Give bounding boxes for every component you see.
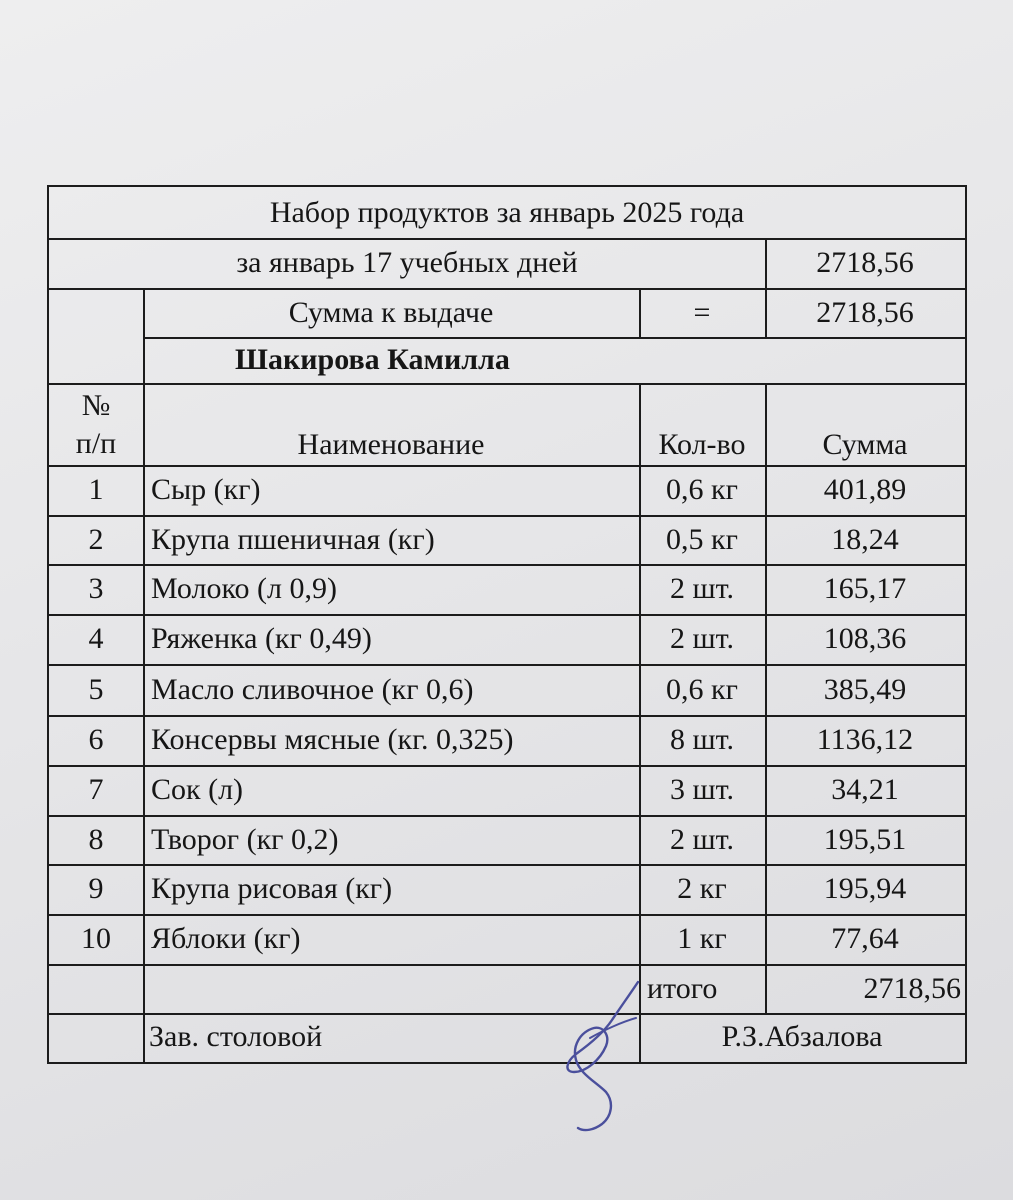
row-quantity: 1 кг bbox=[677, 922, 727, 955]
row-quantity: 2 шт. bbox=[670, 822, 734, 856]
total-label: итого bbox=[647, 971, 718, 1005]
payout-label: Сумма к выдаче bbox=[288, 295, 494, 329]
row-name: Сок (л) bbox=[151, 773, 244, 806]
row-quantity: 2 шт. bbox=[670, 572, 734, 605]
header-number-symbol: № bbox=[81, 389, 111, 422]
row-sum: 77,64 bbox=[831, 922, 899, 955]
row-name: Консервы мясные (кг. 0,325) bbox=[151, 723, 514, 756]
total-amount: 2718,56 bbox=[863, 971, 961, 1005]
header-quantity: Кол-во bbox=[658, 428, 746, 461]
row-name: Ряженка (кг 0,49) bbox=[151, 622, 372, 655]
row-quantity: 3 шт. bbox=[670, 773, 734, 806]
row-number: 7 bbox=[88, 773, 104, 806]
row-name: Творог (кг 0,2) bbox=[151, 822, 339, 856]
document-title: Набор продуктов за январь 2025 года bbox=[269, 195, 745, 229]
signatory-name: Р.З.Абзалова bbox=[721, 1020, 883, 1053]
position-label: Зав. столовой bbox=[149, 1020, 323, 1053]
row-sum: 165,17 bbox=[823, 572, 907, 605]
row-quantity: 0,6 кг bbox=[666, 672, 738, 706]
row-sum: 34,21 bbox=[831, 773, 899, 806]
row-name: Крупа пшеничная (кг) bbox=[151, 522, 435, 556]
header-sum: Сумма bbox=[822, 428, 908, 461]
row-number: 2 bbox=[88, 522, 104, 556]
row-sum: 195,94 bbox=[823, 872, 907, 905]
row-number: 9 bbox=[88, 872, 104, 905]
row-name: Крупа рисовая (кг) bbox=[151, 872, 393, 905]
recipient-name: Шакирова Камилла bbox=[235, 343, 510, 376]
row-number: 3 bbox=[88, 572, 104, 605]
product-set-table bbox=[47, 185, 967, 1064]
period-label: за январь 17 учебных дней bbox=[236, 246, 578, 279]
payout-equals: = bbox=[693, 295, 711, 329]
row-sum: 385,49 bbox=[823, 672, 907, 706]
row-number: 6 bbox=[88, 723, 104, 756]
row-name: Масло сливочное (кг 0,6) bbox=[151, 672, 474, 706]
row-sum: 401,89 bbox=[823, 473, 907, 506]
header-number-abbrev: п/п bbox=[75, 427, 117, 460]
row-number: 10 bbox=[81, 922, 111, 955]
row-quantity: 0,6 кг bbox=[666, 473, 738, 506]
row-sum: 195,51 bbox=[823, 822, 907, 856]
row-name: Сыр (кг) bbox=[151, 473, 261, 506]
period-amount: 2718,56 bbox=[816, 246, 914, 279]
header-name: Наименование bbox=[297, 428, 485, 461]
row-quantity: 2 шт. bbox=[670, 622, 734, 655]
handwritten-signature bbox=[560, 980, 650, 1140]
row-name: Яблоки (кг) bbox=[151, 922, 301, 955]
row-number: 5 bbox=[88, 672, 104, 706]
row-number: 1 bbox=[88, 473, 104, 506]
row-divider bbox=[49, 383, 965, 385]
row-sum: 1136,12 bbox=[816, 723, 914, 756]
row-quantity: 2 кг bbox=[677, 872, 727, 905]
column-divider bbox=[143, 288, 145, 1062]
row-name: Молоко (л 0,9) bbox=[151, 572, 338, 605]
row-number: 4 bbox=[88, 622, 104, 655]
row-quantity: 0,5 кг bbox=[666, 522, 738, 556]
payout-amount: 2718,56 bbox=[816, 295, 914, 329]
row-sum: 18,24 bbox=[831, 522, 899, 556]
row-sum: 108,36 bbox=[823, 622, 907, 655]
row-quantity: 8 шт. bbox=[670, 723, 734, 756]
row-number: 8 bbox=[88, 822, 104, 856]
